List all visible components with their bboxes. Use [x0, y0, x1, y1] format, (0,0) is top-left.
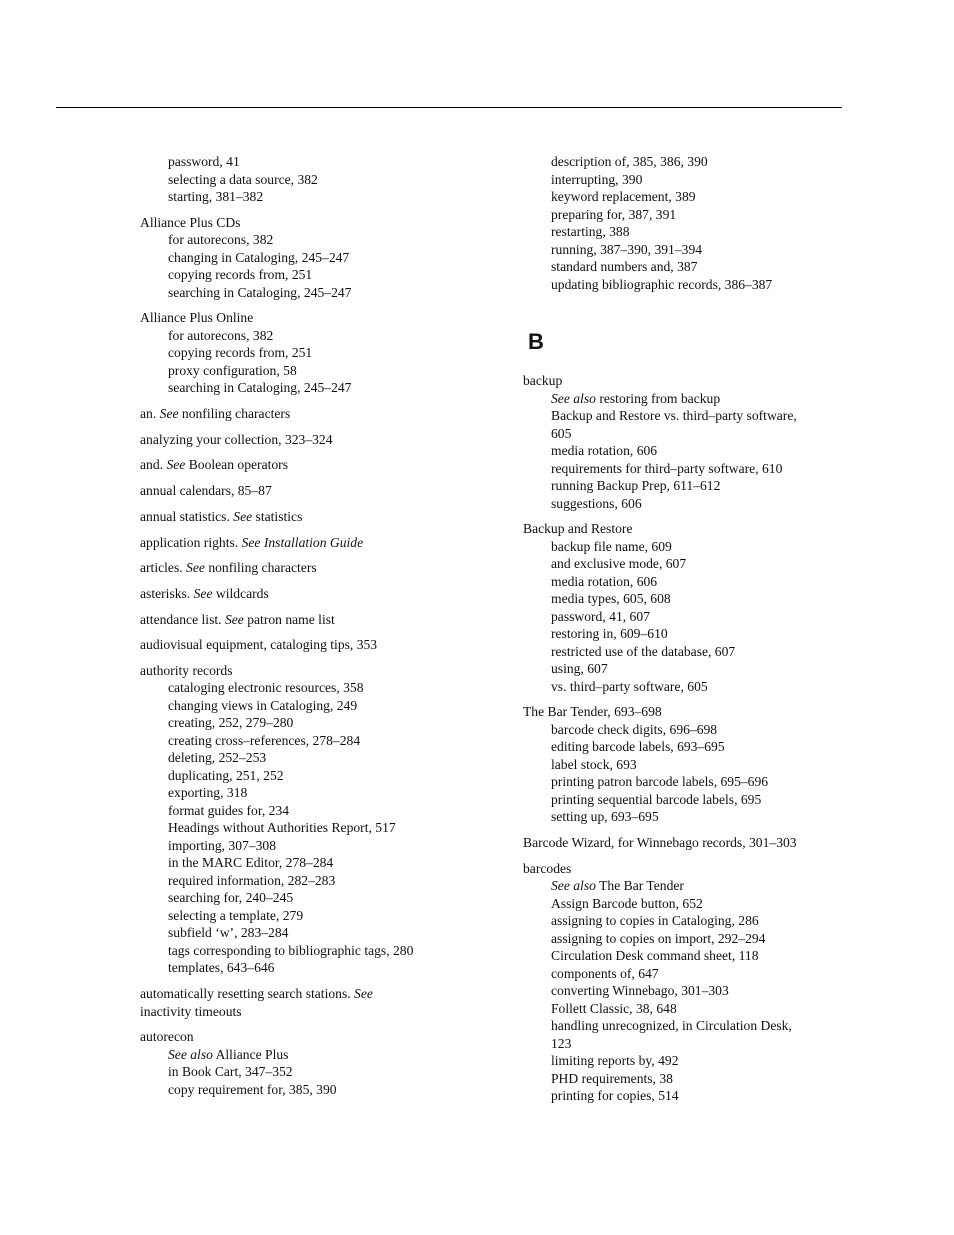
see-also-target: restoring from backup [595, 390, 721, 406]
index-entry [140, 585, 490, 603]
index-entry [140, 508, 490, 526]
index-subentry: format guides for, 234 [168, 802, 290, 818]
index-subentry: assigning to copies in Cataloging, 286 [551, 913, 759, 929]
index-subentry: Backup and Restore vs. third–party software, [551, 408, 797, 423]
index-term: annual calendars, 85–87 [140, 483, 272, 499]
index-subentry: limiting reports by, 492 [551, 1053, 679, 1069]
index-entry-continued [523, 153, 843, 293]
index-subentry: starting, 381–382 [168, 189, 264, 204]
index-entry [140, 405, 490, 423]
index-term-text: automatically resetting search stations. [140, 986, 355, 1002]
index-subentry: updating bibliographic records, 386–387 [551, 276, 773, 292]
index-subentry: editing barcode labels, 693–695 [551, 739, 725, 755]
index-column-right [523, 153, 843, 1113]
index-subentry: standard numbers and, 387 [551, 259, 698, 274]
index-term: The Bar Tender, 693–698 [523, 704, 662, 720]
index-subentry: restarting, 388 [551, 224, 630, 239]
see-reference: See [159, 406, 179, 422]
header-rule [56, 107, 842, 108]
index-entry [140, 636, 490, 654]
see-reference: See [166, 457, 186, 473]
index-term: Alliance Plus Online [140, 310, 254, 326]
index-term: backup [523, 373, 563, 388]
index-subentry: for autorecons, 382 [168, 232, 274, 248]
index-subentry: assigning to copies on import, 292–294 [551, 930, 766, 946]
see-reference: See Installation Guide [241, 534, 364, 550]
index-term [140, 534, 490, 552]
see-also-reference [523, 877, 843, 895]
index-term-text: an. [140, 406, 160, 422]
see-reference: See [233, 508, 253, 524]
index-subentry: handling unrecognized, in Circulation Desk, [551, 1018, 792, 1034]
index-entry [140, 456, 490, 474]
see-reference: See [354, 986, 373, 1002]
index-subentry: importing, 307–308 [168, 837, 276, 853]
see-target: wildcards [212, 585, 269, 601]
index-term [140, 559, 490, 577]
index-subentry: printing patron barcode labels, 695–696 [551, 774, 769, 790]
section-letter-heading: B [528, 329, 544, 354]
index-subentry: printing sequential barcode labels, 695 [551, 791, 762, 807]
index-subentry: exporting, 318 [168, 785, 248, 801]
index-entry [523, 372, 843, 512]
index-subentry: copy requirement for, 385, 390 [168, 1081, 337, 1097]
index-term-text: asterisks. [140, 585, 194, 601]
index-term: Backup and Restore [523, 521, 633, 537]
index-subentry: for autorecons, 382 [168, 327, 274, 343]
index-column-left [140, 153, 490, 1107]
index-entry [523, 703, 843, 826]
index-subentry: Assign Barcode button, 652 [551, 895, 703, 911]
index-subentry: converting Winnebago, 301–303 [551, 983, 729, 999]
index-subentry: and exclusive mode, 607 [551, 556, 687, 572]
index-subentry: searching in Cataloging, 245–247 [168, 380, 352, 396]
index-subentry: interrupting, 390 [551, 171, 643, 187]
see-reference: See [193, 585, 213, 601]
see-target: patron name list [243, 611, 335, 627]
see-also-target: Alliance Plus [212, 1046, 289, 1062]
index-term: Barcode Wizard, for Winnebago records, 301–303 [523, 835, 797, 851]
index-entry [140, 1028, 490, 1098]
see-also-reference [523, 390, 843, 408]
index-entry [140, 985, 490, 1020]
index-subentry: in Book Cart, 347–352 [168, 1064, 293, 1080]
index-subentry-continued: 605 [551, 425, 572, 441]
index-entry [140, 534, 490, 552]
index-subentry: duplicating, 251, 252 [168, 767, 284, 783]
see-target: nonfiling characters [204, 560, 317, 576]
index-term: analyzing your collection, 323–324 [140, 431, 333, 447]
index-subentry: cataloging electronic resources, 358 [168, 680, 364, 696]
index-entry [523, 860, 843, 1105]
index-subentry: tags corresponding to bibliographic tags, 280 [168, 942, 414, 958]
index-subentry: Headings without Authorities Report, 517 [168, 820, 396, 836]
index-entry [140, 482, 490, 500]
index-subentry: printing for copies, 514 [551, 1088, 679, 1104]
see-target: nonfiling characters [178, 406, 291, 422]
index-subentry: using, 607 [551, 661, 608, 677]
index-subentry: password, 41 [168, 154, 240, 169]
index-subentry: running Backup Prep, 611–612 [551, 478, 721, 493]
see-reference: See [224, 611, 244, 627]
index-subentry: selecting a template, 279 [168, 907, 304, 923]
index-subentry: required information, 282–283 [168, 872, 336, 888]
index-entry [140, 431, 490, 449]
index-entry [140, 559, 490, 577]
index-subentry: keyword replacement, 389 [551, 189, 696, 204]
index-subentry-continued: 123 [551, 1035, 572, 1051]
index-subentry: copying records from, 251 [168, 345, 313, 361]
index-subentry: Circulation Desk command sheet, 118 [551, 948, 759, 964]
index-term [140, 456, 490, 474]
see-also-label: See also [168, 1046, 213, 1062]
index-subentry: proxy configuration, 58 [168, 362, 297, 378]
index-entry [523, 834, 843, 852]
index-entry [140, 611, 490, 629]
index-subentry: media types, 605, 608 [551, 591, 671, 607]
see-also-label: See also [551, 878, 596, 894]
index-entry [523, 520, 843, 695]
index-subentry: deleting, 252–253 [168, 750, 267, 766]
index-subentry: searching in Cataloging, 245–247 [168, 284, 352, 300]
index-subentry: PHD requirements, 38 [551, 1070, 673, 1086]
see-also-reference [140, 1046, 490, 1064]
index-subentry: copying records from, 251 [168, 267, 313, 283]
index-term-text: application rights. [140, 534, 242, 550]
index-term [140, 985, 490, 1003]
index-term: audiovisual equipment, cataloging tips, 353 [140, 637, 378, 653]
index-subentry: setting up, 693–695 [551, 809, 659, 825]
index-subentry: password, 41, 607 [551, 608, 650, 624]
index-subentry: barcode check digits, 696–698 [551, 721, 718, 737]
index-subentry: subfield ‘w’, 283–284 [168, 925, 289, 941]
index-subentry: suggestions, 606 [551, 495, 642, 511]
index-term: autorecon [140, 1029, 194, 1045]
index-subentry: requirements for third–party software, 610 [551, 460, 783, 476]
index-subentry: media rotation, 606 [551, 443, 658, 458]
index-subentry: media rotation, 606 [551, 573, 658, 589]
index-subentry: creating cross–references, 278–284 [168, 732, 361, 748]
see-also-target: The Bar Tender [595, 878, 684, 894]
index-subentry: restricted use of the database, 607 [551, 643, 736, 659]
see-reference: See [186, 560, 205, 576]
see-target: statistics [252, 508, 303, 524]
index-term [140, 508, 490, 526]
see-also-label: See also [551, 390, 596, 406]
index-term [140, 611, 490, 629]
index-subentry: templates, 643–646 [168, 960, 275, 976]
index-subentry: components of, 647 [551, 965, 659, 981]
index-term: barcodes [523, 860, 572, 876]
index-subentry: preparing for, 387, 391 [551, 206, 677, 222]
index-subentry: vs. third–party software, 605 [551, 678, 708, 694]
index-subentry: description of, 385, 386, 390 [551, 154, 708, 169]
index-term-text: and. [140, 457, 167, 473]
index-subentry: creating, 252, 279–280 [168, 715, 294, 731]
index-entry [140, 309, 490, 397]
index-subentry: searching for, 240–245 [168, 890, 294, 906]
index-entry [140, 662, 490, 977]
index-term [140, 585, 490, 603]
index-subentry: restoring in, 609–610 [551, 626, 668, 642]
index-subentry: changing views in Cataloging, 249 [168, 697, 358, 713]
index-term: authority records [140, 662, 233, 678]
index-subentry: label stock, 693 [551, 756, 637, 772]
index-term-text: annual statistics. [140, 508, 234, 524]
index-term-continued: inactivity timeouts [140, 1003, 242, 1019]
index-term-text: articles. [140, 560, 187, 576]
index-term-text: attendance list. [140, 611, 225, 627]
index-subentry: backup file name, 609 [551, 538, 672, 554]
index-entry [140, 214, 490, 302]
index-subentry: in the MARC Editor, 278–284 [168, 855, 334, 871]
index-subentry: changing in Cataloging, 245–247 [168, 249, 350, 265]
index-subentry: Follett Classic, 38, 648 [551, 1000, 677, 1016]
index-term [140, 405, 490, 423]
index-subentry: selecting a data source, 382 [168, 171, 318, 187]
index-term: Alliance Plus CDs [140, 214, 241, 230]
index-entry [140, 153, 490, 206]
see-target: Boolean operators [185, 457, 288, 473]
index-subentry: running, 387–390, 391–394 [551, 241, 703, 257]
